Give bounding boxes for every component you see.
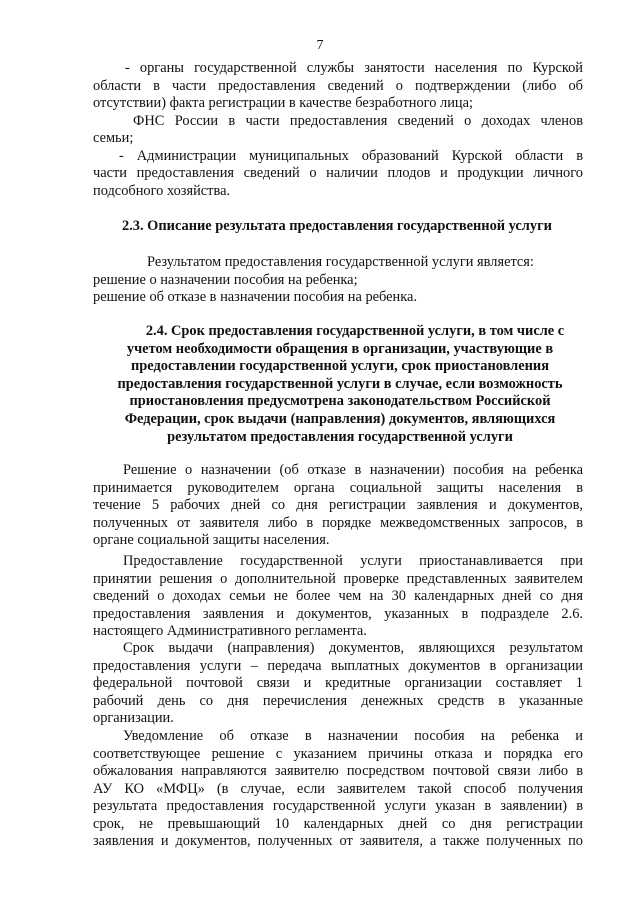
paragraph-decision xyxy=(93,462,583,550)
text-line: принимается руководителем органа социальной защиты населения в xyxy=(93,479,583,496)
text-line: отсутствии) факта регистрации в качестве безработного лица; xyxy=(93,95,473,111)
text-line: результата предоставления государственной услуги указан в заявлении) в xyxy=(93,798,583,814)
text-line: федеральной почтовой связи и кредитные организации составляет 1 xyxy=(93,675,583,691)
text-line: Результатом предоставления государственной услуги является: xyxy=(147,254,534,270)
text-line: части предоставления сведений о наличии плодов и продукции личного xyxy=(93,165,583,181)
text-line: семьи; xyxy=(93,130,134,146)
text-line: полученных от заявителя либо в порядке межведомственных запросов, в xyxy=(93,514,583,531)
text-line: решение о назначении пособия на ребенка; xyxy=(93,271,358,288)
heading-line: приостановления предусмотрена законодательством Российской xyxy=(129,393,551,410)
text-line: подсобного хозяйства. xyxy=(93,182,231,199)
paragraph-refusal-notice xyxy=(93,728,583,851)
text-line: органе социальной защиты населения. xyxy=(93,532,330,548)
section-2-3-heading: 2.3. Описание результата предоставления государственной услуги xyxy=(122,218,552,234)
text-line: ФНС России в части предоставления сведений о доходах членов xyxy=(133,112,583,129)
heading-line: Федерации, срок выдачи (направления) документов, являющихся xyxy=(124,410,556,427)
text-line: АУ КО «МФЦ» (в случае, если заявителем такой способ получения xyxy=(93,780,583,797)
heading-line: результатом предоставления государственной услуги xyxy=(167,428,513,445)
heading-line: предоставления государственной услуги в случае, если возможность xyxy=(117,375,563,392)
paragraph-suspension xyxy=(93,553,583,641)
text-line: настоящего Административного регламента. xyxy=(93,623,367,639)
text-line: Решение о назначении (об отказе в назначении) пособия на ребенка xyxy=(123,462,583,478)
text-line: - органы государственной службы занятости населения по Курской xyxy=(125,60,583,76)
heading-line: 2.4. Срок предоставления государственной услуги, в том числе с xyxy=(145,323,565,339)
text-line: Срок выдачи (направления) документов, являющихся результатом xyxy=(123,640,583,656)
text-line: Предоставление государственной услуги приостанавливается при xyxy=(123,553,583,569)
text-line: области в части предоставления сведений о подтверждении (либо об xyxy=(93,77,583,94)
text-line: рабочий день со дня перечисления денежных средств в указанные xyxy=(93,692,583,709)
text-line: - Администрации муниципальных образований Курской области в xyxy=(119,147,583,164)
section-2-3-body xyxy=(93,254,583,307)
text-line: решение об отказе в назначении пособия на ребенка. xyxy=(93,289,418,305)
text-line: принятии решения о дополнительной проверке представленных заявителем xyxy=(93,570,583,587)
text-line: заявления и документов, полученных от заявителя, а также полученных по xyxy=(93,833,583,849)
text-line: соответствующее решение с указанием причины отказа и порядка его xyxy=(93,745,583,762)
section-2-4-heading xyxy=(100,323,580,446)
text-line: срок, не превышающий 10 календарных дней со дня регистрации xyxy=(93,815,583,832)
paragraph-delivery-term xyxy=(93,640,583,728)
text-line: организации. xyxy=(93,710,174,726)
text-line: предоставления услуги – передача выплатных документов в организации xyxy=(93,657,583,674)
text-line: сведений о доходах семьи не более чем на 30 календарных дней со дня xyxy=(93,588,583,604)
text-line: течение 5 рабочих дней со дня регистрации заявления и документов, xyxy=(93,497,583,513)
page-number: 7 xyxy=(316,38,324,53)
text-line: обжалования направляются заявителю посредством почтовой связи либо в xyxy=(93,763,583,779)
top-block xyxy=(93,60,583,200)
text-line: предоставления заявления и документов, указанных в подразделе 2.6. xyxy=(93,605,583,622)
heading-line: предоставлении государственной услуги, срок приостановления xyxy=(131,358,549,375)
heading-line: учетом необходимости обращения в организации, участвующие в xyxy=(126,340,554,357)
text-line: Уведомление об отказе в назначении пособия на ребенка и xyxy=(123,728,583,744)
